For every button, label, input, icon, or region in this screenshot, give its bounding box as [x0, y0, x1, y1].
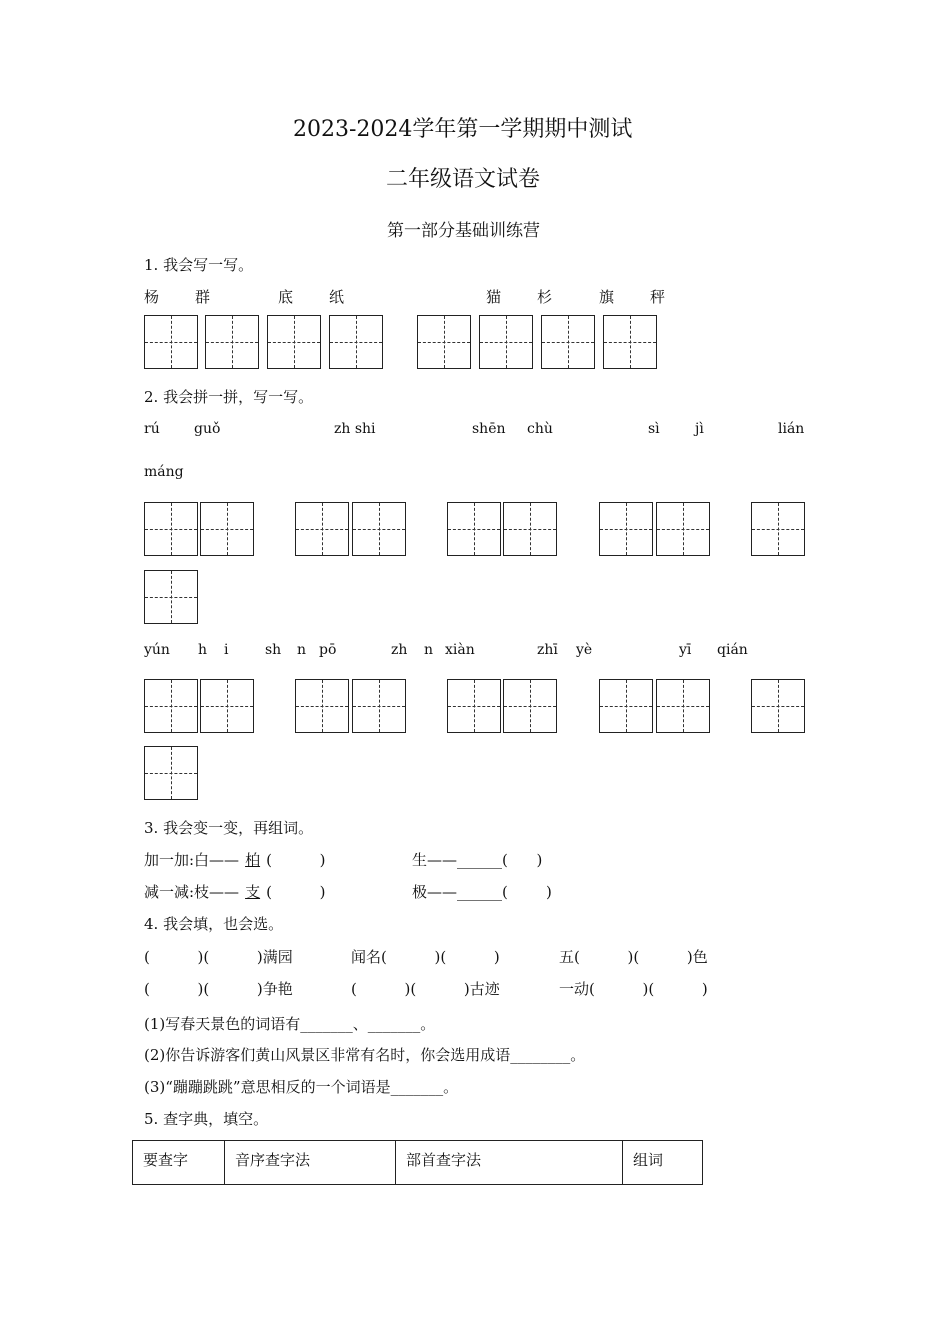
writing-grid-box[interactable] [417, 315, 471, 369]
q4-idiom-blank[interactable]: ( )( )争艳 [144, 980, 293, 998]
table-row [133, 1141, 703, 1185]
q4-idiom-blank[interactable]: 闻名( )( ) [351, 948, 500, 966]
pinyin: n [424, 642, 434, 658]
pinyin: n [297, 642, 307, 658]
writing-grid-box[interactable] [200, 679, 254, 733]
pinyin: chù [527, 421, 553, 437]
q3-add-label: 加一加:白—— [144, 851, 240, 869]
writing-grid-box[interactable] [599, 502, 653, 556]
q3-line1-right[interactable]: 生——______( ) [412, 851, 543, 869]
writing-grid-box[interactable] [352, 502, 406, 556]
pinyin: shēn [472, 421, 506, 437]
pinyin: sì [648, 421, 660, 437]
q3-line2-right[interactable]: 极——______( ) [412, 883, 552, 901]
exam-title: 2023-2024学年第一学期期中测试 [293, 117, 633, 142]
writing-grid-box[interactable] [503, 502, 557, 556]
writing-grid-box[interactable] [144, 679, 198, 733]
writing-grid-box[interactable] [144, 746, 198, 800]
q1-char: 群 [195, 288, 211, 306]
pinyin: zh [391, 642, 408, 658]
writing-grid-box[interactable] [599, 679, 653, 733]
q4-idiom-blank[interactable]: 一动( )( ) [559, 980, 708, 998]
writing-grid-box[interactable] [503, 679, 557, 733]
q1-char: 秤 [650, 288, 666, 306]
q3-sub-answer: 支 [245, 883, 261, 901]
pinyin: sh [265, 642, 282, 658]
pinyin: rú [144, 421, 160, 437]
writing-grid-box[interactable] [144, 315, 198, 369]
writing-grid-box[interactable] [329, 315, 383, 369]
writing-grid-box[interactable] [352, 679, 406, 733]
table-header-cell: 音序查字法 [225, 1141, 396, 1185]
q3-add-paren[interactable]: ( ) [266, 851, 326, 869]
q3-prompt: 3. 我会变一变，再组词。 [144, 819, 314, 837]
dictionary-table [132, 1140, 703, 1185]
q4-idiom-blank[interactable]: ( )( )满园 [144, 948, 293, 966]
q1-char: 底 [278, 288, 294, 306]
writing-grid-box[interactable] [656, 679, 710, 733]
q3-add-answer: 柏 [245, 851, 261, 869]
q4-subquestion[interactable]: (1)写春天景色的词语有_______、_______。 [144, 1015, 436, 1033]
writing-grid-box[interactable] [447, 679, 501, 733]
q3-line1 [144, 849, 325, 870]
q1-char: 猫 [486, 288, 502, 306]
q3-line2 [144, 881, 325, 902]
writing-grid-box[interactable] [144, 570, 198, 624]
writing-grid-box[interactable] [479, 315, 533, 369]
q2-prompt: 2. 我会拼一拼，写一写。 [144, 388, 314, 406]
q4-subquestion[interactable]: (2)你告诉游客们黄山风景区非常有名时，你会选用成语________。 [144, 1046, 586, 1064]
writing-grid-box[interactable] [751, 679, 805, 733]
pinyin: guǒ [194, 421, 221, 437]
q3-sub-label: 减一减:枝—— [144, 883, 240, 901]
writing-grid-box[interactable] [144, 502, 198, 556]
writing-grid-box[interactable] [295, 502, 349, 556]
exam-subtitle: 二年级语文试卷 [386, 167, 541, 192]
writing-grid-box[interactable] [541, 315, 595, 369]
table-header-cell: 部首查字法 [396, 1141, 623, 1185]
q1-char: 杨 [144, 288, 160, 306]
pinyin: yè [576, 642, 593, 658]
writing-grid-box[interactable] [295, 679, 349, 733]
q4-subquestion[interactable]: (3)“蹦蹦跳跳”意思相反的一个词语是_______。 [144, 1078, 459, 1096]
writing-grid-box[interactable] [267, 315, 321, 369]
table-header-cell: 要查字 [133, 1141, 225, 1185]
q1-char: 旗 [599, 288, 615, 306]
writing-grid-box[interactable] [205, 315, 259, 369]
section-title: 第一部分基础训练营 [387, 221, 540, 241]
q1-prompt: 1. 我会写一写。 [144, 256, 254, 274]
writing-grid-box[interactable] [751, 502, 805, 556]
writing-grid-box[interactable] [447, 502, 501, 556]
q1-char: 杉 [537, 288, 553, 306]
pinyin: jì [695, 421, 704, 437]
table-header-cell: 组词 [623, 1141, 703, 1185]
writing-grid-box[interactable] [603, 315, 657, 369]
pinyin: i [224, 642, 229, 658]
pinyin: h [198, 642, 208, 658]
pinyin: lián [778, 421, 805, 437]
pinyin: máng [144, 464, 184, 480]
q1-char: 纸 [329, 288, 345, 306]
q4-idiom-blank[interactable]: 五( )( )色 [559, 948, 708, 966]
q5-prompt: 5. 查字典，填空。 [144, 1110, 269, 1128]
pinyin: zh shi [334, 421, 376, 437]
q3-sub-paren[interactable]: ( ) [266, 883, 326, 901]
pinyin: zhī [537, 642, 558, 658]
pinyin: yún [144, 642, 170, 658]
q4-prompt: 4. 我会填，也会选。 [144, 915, 284, 933]
q4-idiom-blank[interactable]: ( )( )古迹 [351, 980, 500, 998]
pinyin: qián [717, 642, 748, 658]
pinyin: xiàn [445, 642, 475, 658]
pinyin: yī [679, 642, 692, 658]
writing-grid-box[interactable] [656, 502, 710, 556]
writing-grid-box[interactable] [200, 502, 254, 556]
pinyin: pō [319, 642, 337, 658]
